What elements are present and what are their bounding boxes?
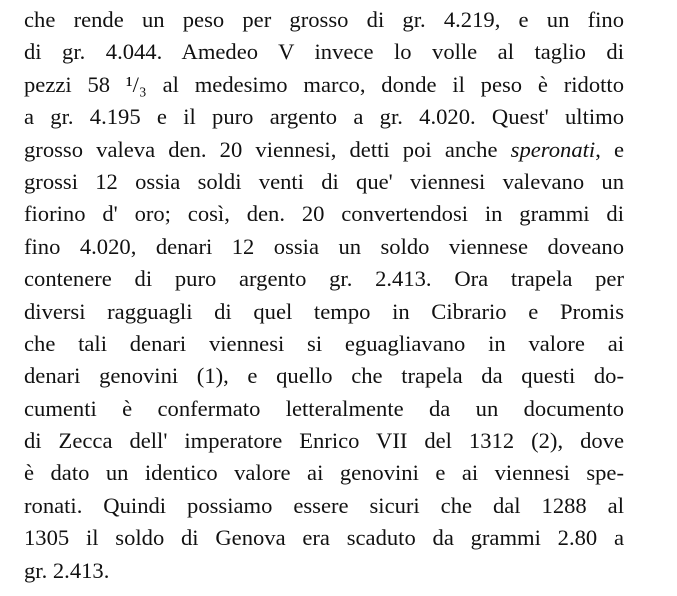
text-line: contenere di puro argento gr. 2.413. Ora trapela per <box>24 266 624 292</box>
text-line: fiorino d' oro; così, den. 20 convertendosi in grammi di <box>24 201 624 227</box>
text-line: pezzi 58 ¹/₃ al medesimo marco, donde il peso è ridotto <box>24 71 624 97</box>
text-line: cumenti è confermato letteralmente da un documento <box>24 395 624 421</box>
text-line: che tali denari viennesi si eguagliavano in valore ai <box>24 330 624 356</box>
text-line: gr. 2.413. <box>24 557 110 583</box>
text-line: grossi 12 ossia soldi venti di que' viennesi valevano un <box>24 168 624 194</box>
text-line: diversi ragguagli di quel tempo in Cibrario e Promis <box>24 298 624 324</box>
text-line: è dato un identico valore ai genovini e ai viennesi spe- <box>24 460 624 486</box>
text-line: che rende un peso per grosso di gr. 4.219, e un fino <box>24 7 624 32</box>
text-line: 1305 il soldo di Genova era scaduto da grammi 2.80 a <box>24 525 624 551</box>
text-line: a gr. 4.195 e il puro argento a gr. 4.020. Quest' ultimo <box>24 104 624 130</box>
text-line: fino 4.020, denari 12 ossia un soldo viennese doveano <box>24 233 624 259</box>
text-line: di Zecca dell' imperatore Enrico VII del 1312 (2), dove <box>24 428 624 454</box>
document-page <box>24 4 624 587</box>
text-line: grosso valeva den. 20 viennesi, detti poi anche speronati, e <box>24 136 625 162</box>
text-line: di gr. 4.044. Amedeo V invece lo volle al taglio di <box>24 39 624 65</box>
text-line: denari genovini (1), e quello che trapela da questi do- <box>24 363 624 389</box>
italic-term: speronati <box>510 136 596 162</box>
text-line: ronati. Quindi possiamo essere sicuri che dal 1288 al <box>24 492 624 518</box>
